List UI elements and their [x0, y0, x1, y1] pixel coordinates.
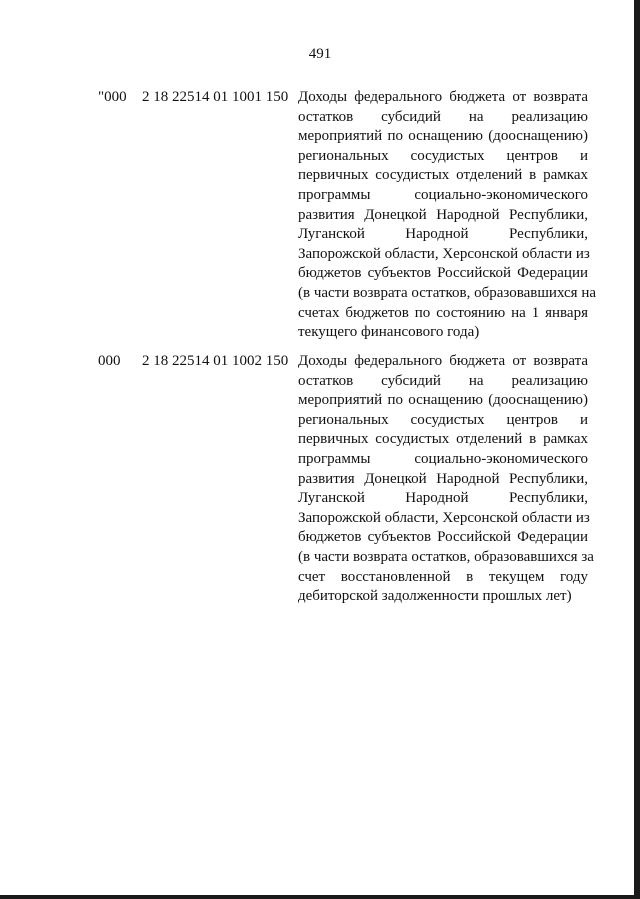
description-line: программы социально-экономического [298, 450, 588, 467]
description-line: счетах бюджетов по состоянию на 1 января [298, 304, 588, 321]
page-number: 491 [308, 46, 332, 62]
description-line: Доходы федерального бюджета от возврата [298, 353, 588, 369]
description-line: (в части возврата остатков, образовавшихся за [298, 548, 594, 565]
description-line: Запорожской области, Херсонской области из [298, 509, 590, 526]
description-line: счет восстановленной в текущем году [298, 568, 588, 585]
description-line: Запорожской области, Херсонской области из [298, 245, 590, 262]
description-line: региональных сосудистых центров и [298, 411, 588, 428]
description-line: Луганской Народной Республики, [298, 490, 588, 507]
description-line: развития Донецкой Народной Республики, [298, 470, 588, 487]
description-line: мероприятий по оснащению (дооснащению) [298, 392, 588, 409]
description-line: бюджетов субъектов Российской Федерации [298, 265, 588, 282]
description-line: дебиторской задолженности прошлых лет) [298, 588, 572, 605]
entry-description [298, 88, 597, 343]
description-line: программы социально-экономического [298, 186, 588, 203]
entry-classification-code: 2 18 22514 01 1001 150 [142, 89, 289, 105]
description-line: текущего финансового года) [298, 324, 480, 341]
entry-admin-code: 000 [98, 353, 121, 369]
description-line: первичных сосудистых отделений в рамках [298, 431, 588, 448]
description-line: развития Донецкой Народной Республики, [298, 206, 588, 223]
description-line: (в части возврата остатков, образовавшихся на [298, 284, 597, 301]
description-line: Доходы федерального бюджета от возврата [298, 89, 588, 105]
description-line: остатков субсидий на реализацию [298, 372, 588, 389]
description-line: бюджетов субъектов Российской Федерации [298, 529, 588, 546]
description-line: региональных сосудистых центров и [298, 147, 588, 164]
description-line: первичных сосудистых отделений в рамках [298, 167, 588, 184]
scan-edge-bottom [0, 895, 640, 899]
scan-edge-right [634, 0, 640, 899]
description-line: Луганской Народной Республики, [298, 226, 588, 243]
description-line: остатков субсидий на реализацию [298, 108, 588, 125]
entry-admin-code: "000 [98, 89, 127, 105]
entry-classification-code: 2 18 22514 01 1002 150 [142, 353, 289, 369]
entry-description [298, 352, 594, 607]
description-line: мероприятий по оснащению (дооснащению) [298, 128, 588, 145]
